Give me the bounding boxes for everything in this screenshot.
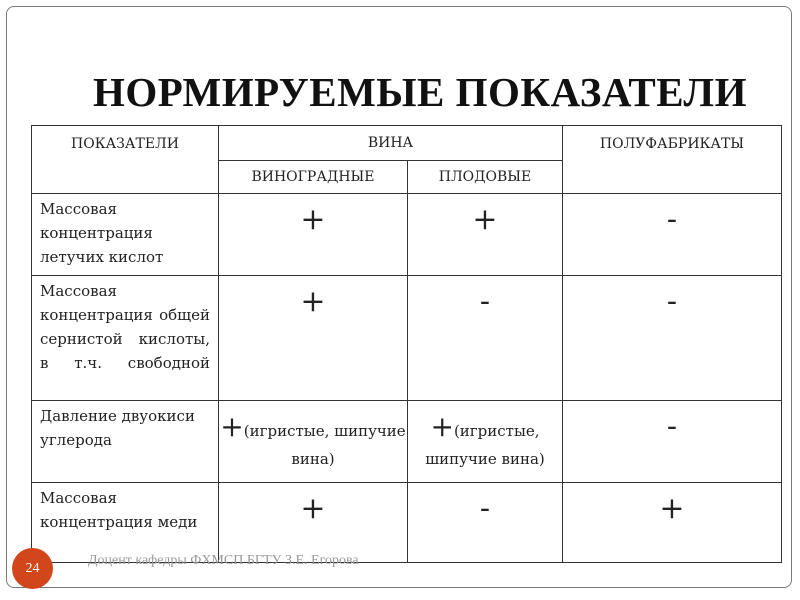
cell-fruit: - — [408, 483, 563, 563]
cell-fruit: - — [408, 276, 563, 401]
cell-fruit — [408, 401, 563, 483]
header-indicators: ПОКАЗАТЕЛИ — [32, 126, 219, 194]
note: (игристые, шипучие вина) — [243, 422, 406, 468]
page-number-badge: 24 — [12, 548, 53, 589]
indicators-table — [31, 125, 782, 563]
cell-grape: + — [219, 276, 408, 401]
header-semi-products: ПОЛУФАБРИКАТЫ — [563, 126, 782, 194]
row-label: Массовая концентрация летучих кислот — [32, 194, 219, 276]
table-row — [32, 276, 782, 401]
row-label: Массовая концентрация общей сернистой кислоты, в т.ч. свободной — [32, 276, 219, 401]
row-label: Массовая концентрация меди — [32, 483, 219, 563]
cell-semi: - — [563, 276, 782, 401]
row-label: Давление двуокиси углерода — [32, 401, 219, 483]
cell-fruit: + — [408, 194, 563, 276]
cell-grape: + — [219, 483, 408, 563]
mark: + — [220, 410, 244, 443]
header-fruit: ПЛОДОВЫЕ — [408, 161, 563, 194]
note: (игристые, шипучие вина) — [425, 422, 545, 468]
cell-grape — [219, 401, 408, 483]
footer-author: Доцент кафедры ФХМСП БГТУ З.Е. Егорова — [88, 553, 359, 568]
cell-semi: - — [563, 194, 782, 276]
table-row — [32, 401, 782, 483]
table-row — [32, 194, 782, 276]
cell-semi: - — [563, 401, 782, 483]
cell-semi: + — [563, 483, 782, 563]
header-wines: ВИНА — [219, 126, 563, 161]
cell-grape: + — [219, 194, 408, 276]
header-grape: ВИНОГРАДНЫЕ — [219, 161, 408, 194]
mark: + — [430, 410, 454, 443]
table-row — [32, 483, 782, 563]
slide-title: НОРМИРУЕМЫЕ ПОКАЗАТЕЛИ — [93, 69, 747, 115]
